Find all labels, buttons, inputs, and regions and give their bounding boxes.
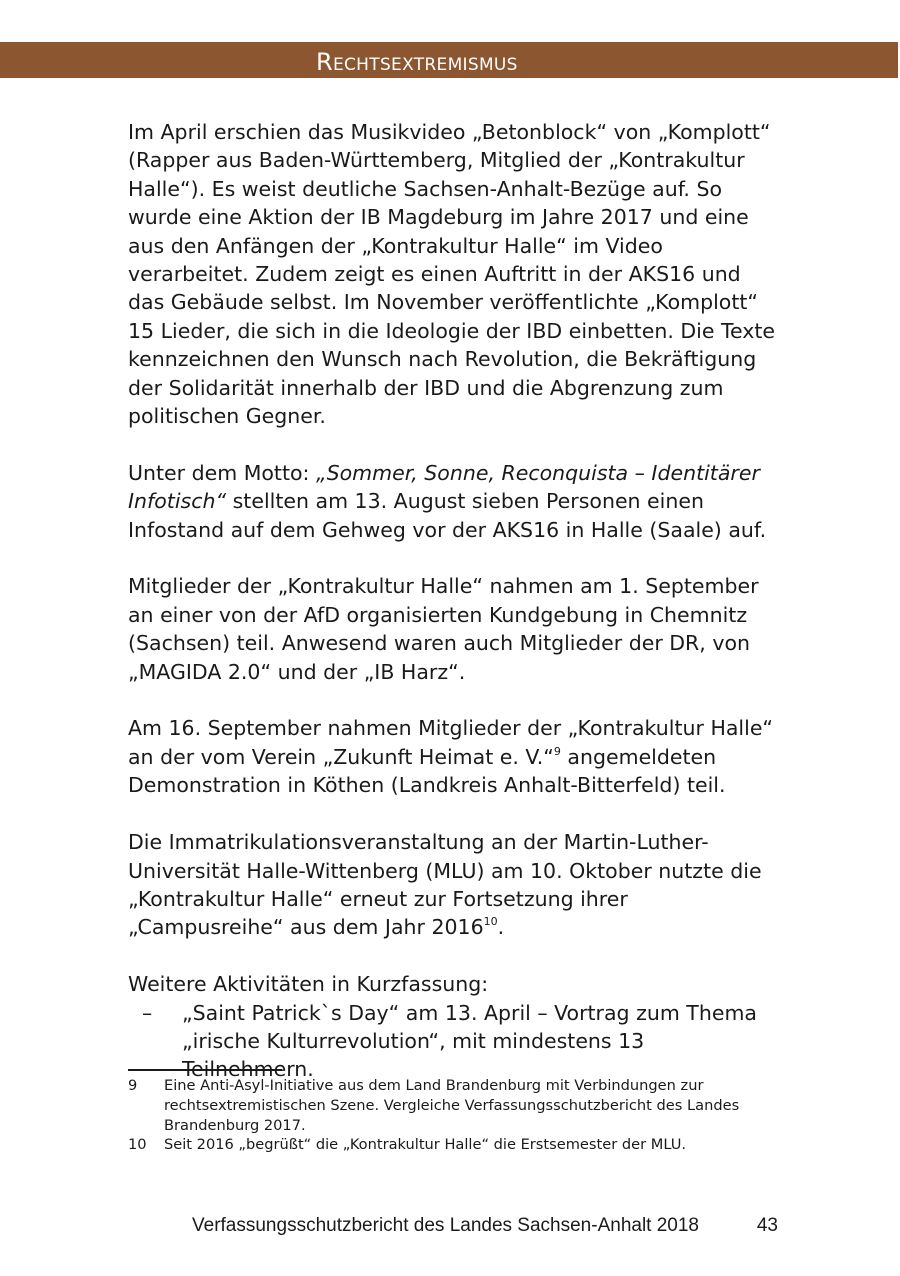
section-header-bar bbox=[0, 42, 898, 78]
footnote-10 bbox=[128, 1135, 780, 1155]
footnote-ref-9[interactable]: 9 bbox=[553, 744, 561, 758]
paragraph-campus-end: . bbox=[497, 915, 505, 940]
footnote-number: 9 bbox=[128, 1077, 138, 1094]
paragraph-campus bbox=[128, 828, 778, 942]
list-item-text: „Saint Patrick`s Day“ am 13. April – Vortrag zum Thema „irische Kulturrevolution“, mit mindestens 13 Teilnehmern. bbox=[182, 1000, 757, 1082]
footnote-number: 10 bbox=[128, 1136, 147, 1154]
paragraph-campus-start: Die Immatrikulationsveranstaltung an der Martin-Luther-Universität Halle-Wittenberg (MLU) am 10. Oktober nutzte die „Kontrakultur Halle“ erneut zur Fortsetzung ihrer „Campusreihe“ aus dem Jahr 2016 bbox=[128, 830, 762, 940]
footnote-text: Seit 2016 „begrüßt“ die „Kontrakultur Halle“ die Erstsemester der MLU. bbox=[164, 1136, 687, 1154]
footnote-ref-10[interactable]: 10 bbox=[483, 915, 498, 929]
list-intro: Weitere Aktivitäten in Kurzfassung: bbox=[128, 972, 489, 997]
footer-title: Verfassungsschutzbericht des Landes Sachsen-Anhalt 2018 bbox=[192, 1215, 699, 1236]
paragraph-koethen bbox=[128, 714, 778, 799]
footnote-text: Eine Anti-Asyl-Initiative aus dem Land Brandenburg mit Verbindungen zur rechtsextremistischen Szene. Vergleiche Verfassungsschutzbericht des Landes Brandenburg 2017. bbox=[164, 1077, 740, 1134]
paragraph-koethen-end: angemeldeten Demonstration in Köthen (Landkreis Anhalt-Bitterfeld) teil. bbox=[128, 744, 726, 798]
section-title: Rechtsextremismus bbox=[316, 48, 518, 76]
footnote-9 bbox=[128, 1076, 780, 1135]
page-number: 43 bbox=[756, 1215, 778, 1236]
paragraph-infostand bbox=[128, 459, 778, 544]
paragraph-music-video: Im April erschien das Musikvideo „Betonblock“ von „Komplott“ (Rapper aus Baden-Württemberg, Mitglied der „Kontrakultur Halle“). Es weist deutliche Sachsen-Anhalt-Bezüge auf. So wurde eine Aktion der IB Magdeburg im Jahre 2017 und eine aus den Anfängen der „Kontrakultur Halle“ im Video verarbeitet. Zudem zeigt es einen Auftritt in der AKS16 und das Gebäude selbst. Im November veröffentlichte „Komplott“ 15 Lieder, die sich in die Ideologie der IBD einbetten. Die Texte kennzeichnen den Wunsch nach Revolution, die Bekräftigung der Solidarität innerhalb der IBD und die Abgrenzung zum politischen Gegner. bbox=[128, 120, 776, 429]
dash-bullet: – bbox=[142, 1000, 153, 1025]
footnotes bbox=[128, 1076, 780, 1155]
paragraph-infostand-start: Unter dem Motto: bbox=[128, 460, 316, 485]
paragraph-infostand-end: stellten am 13. August sieben Personen einen Infostand auf dem Gehweg vor der AKS16 in Halle (Saale) auf. bbox=[128, 489, 767, 542]
motto-quote: „Sommer, Sonne, Reconquista – Identitärer Infotisch“ bbox=[128, 460, 760, 514]
main-text bbox=[128, 118, 778, 1084]
paragraph-koethen-start: Am 16. September nahmen Mitglieder der „Kontrakultur Halle“ an der vom Verein „Zukunft Heimat e. V.“ bbox=[128, 716, 774, 769]
footnote-separator bbox=[128, 1069, 282, 1071]
paragraph-chemnitz: Mitglieder der „Kontrakultur Halle“ nahmen am 1. September an einer von der AfD organisierten Kundgebung in Chemnitz (Sachsen) teil. Anwesend waren auch Mitglieder der DR, von „MAGIDA 2.0“ und der „IB Harz“. bbox=[128, 574, 759, 684]
